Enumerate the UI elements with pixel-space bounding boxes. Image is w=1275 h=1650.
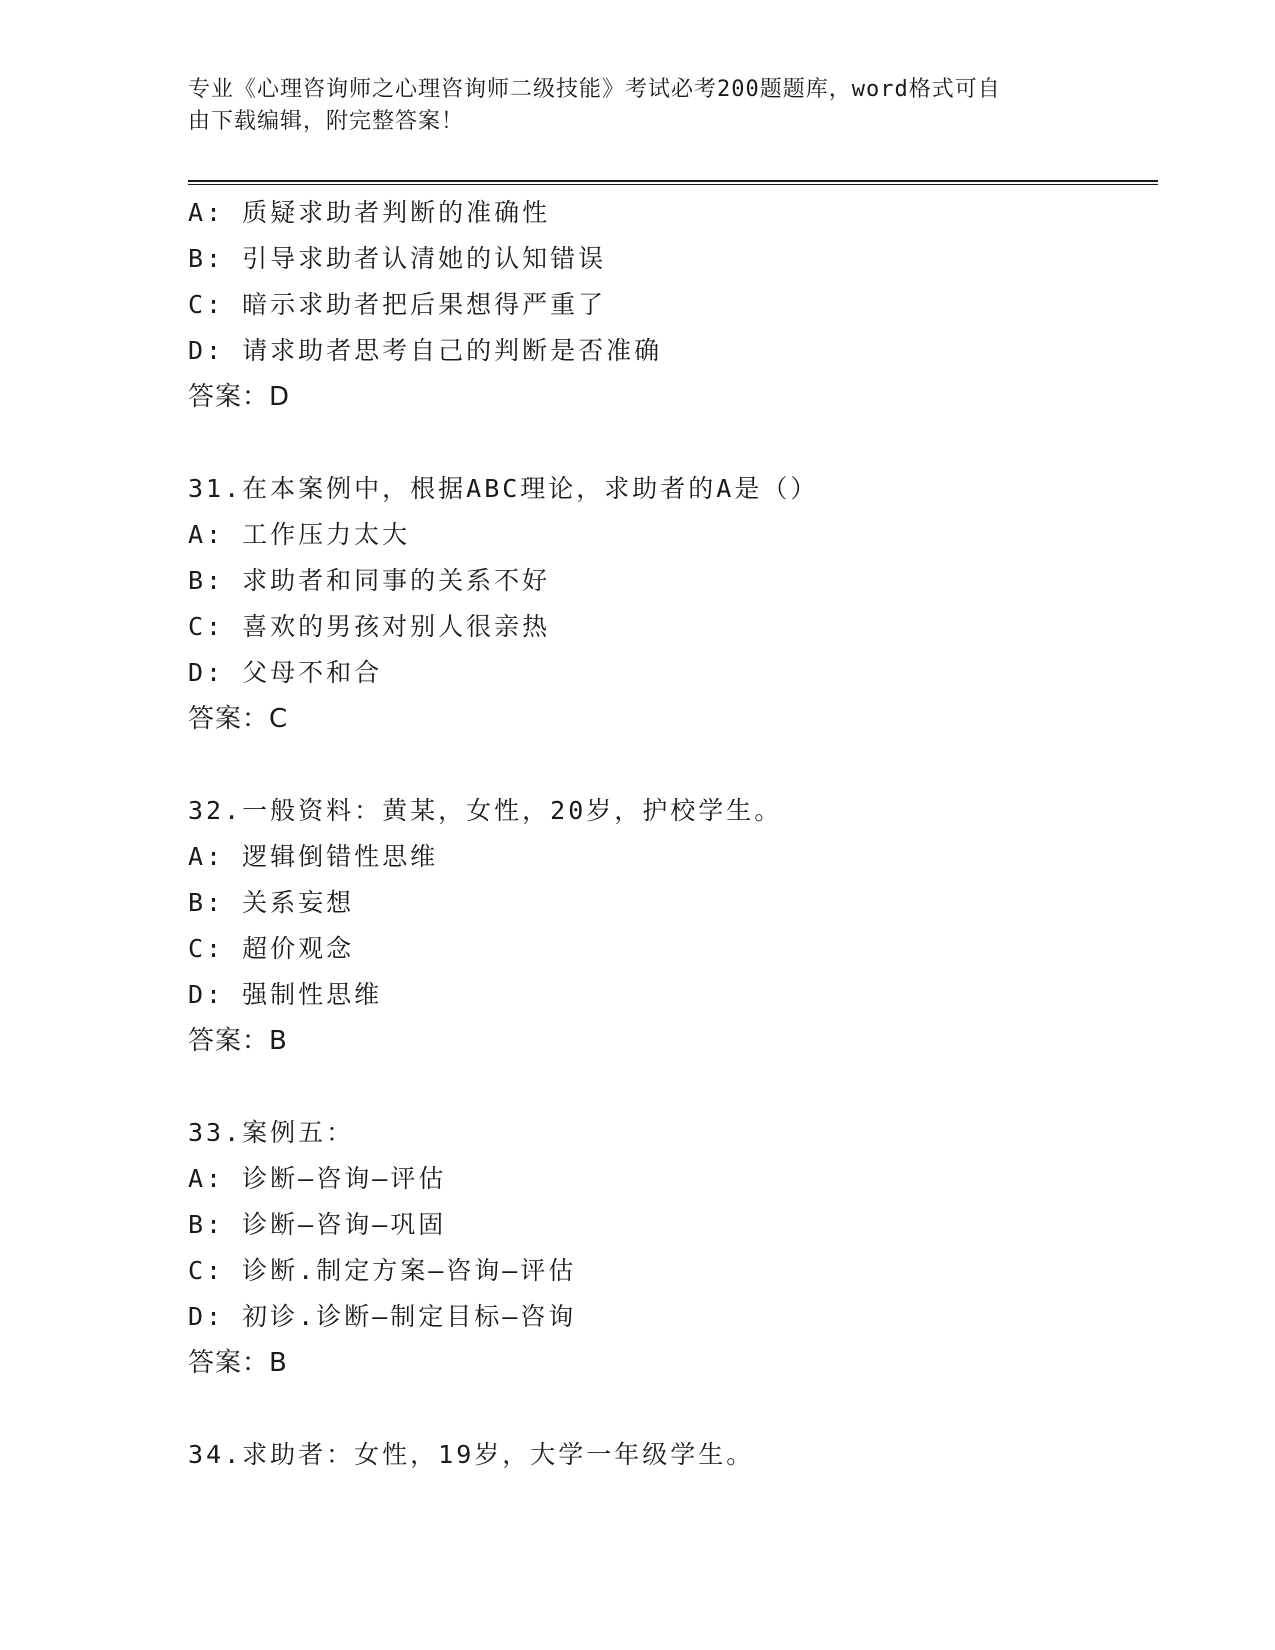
spacer [188, 420, 1158, 466]
spacer [188, 742, 1158, 788]
spacer [188, 1386, 1158, 1432]
option-c: C: 诊断.制定方案—咨询—评估 [188, 1256, 577, 1285]
option-d: D: 父母不和合 [188, 658, 383, 687]
option-c: C: 喜欢的男孩对别人很亲热 [188, 612, 551, 641]
question-text: 34.求助者：女性，19岁，大学一年级学生。 [188, 1440, 755, 1469]
option-c: C: 暗示求助者把后果想得严重了 [188, 290, 607, 319]
option-b: B: 求助者和同事的关系不好 [188, 566, 551, 595]
option-a: A: 诊断—咨询—评估 [188, 1164, 447, 1193]
option-c: C: 超价观念 [188, 934, 355, 963]
option-a: A: 工作压力太大 [188, 520, 411, 549]
option-d: D: 初诊.诊断—制定目标—咨询 [188, 1302, 577, 1331]
answer-line: 答案：B [188, 1348, 288, 1378]
question-block-32 [188, 788, 1158, 1064]
option-b: B: 引导求助者认清她的认知错误 [188, 244, 607, 273]
option-b: B: 诊断—咨询—巩固 [188, 1210, 447, 1239]
header-line-2: 由下载编辑，附完整答案！ [188, 109, 465, 134]
header-line-1: 专业《心理咨询师之心理咨询师二级技能》考试必考200题题库，word格式可自 [188, 77, 1001, 102]
question-text: 33.案例五： [188, 1118, 355, 1147]
spacer [188, 1064, 1158, 1110]
option-d: D: 强制性思维 [188, 980, 383, 1009]
header-divider [188, 180, 1158, 185]
document-header [188, 74, 1088, 138]
option-a: A: 质疑求助者判断的准确性 [188, 198, 551, 227]
option-d: D: 请求助者思考自己的判断是否准确 [188, 336, 663, 365]
answer-line: 答案：B [188, 1026, 288, 1056]
question-block-30 [188, 190, 1158, 420]
question-block-31 [188, 466, 1158, 742]
question-list [188, 190, 1158, 1478]
answer-line: 答案：D [188, 382, 291, 412]
option-b: B: 关系妄想 [188, 888, 355, 917]
question-text: 31.在本案例中，根据ABC理论，求助者的A是（） [188, 474, 819, 503]
answer-line: 答案：C [188, 704, 289, 734]
question-text: 32.一般资料：黄某，女性，20岁，护校学生。 [188, 796, 783, 825]
question-block-34 [188, 1432, 1158, 1478]
question-block-33 [188, 1110, 1158, 1386]
option-a: A: 逻辑倒错性思维 [188, 842, 439, 871]
